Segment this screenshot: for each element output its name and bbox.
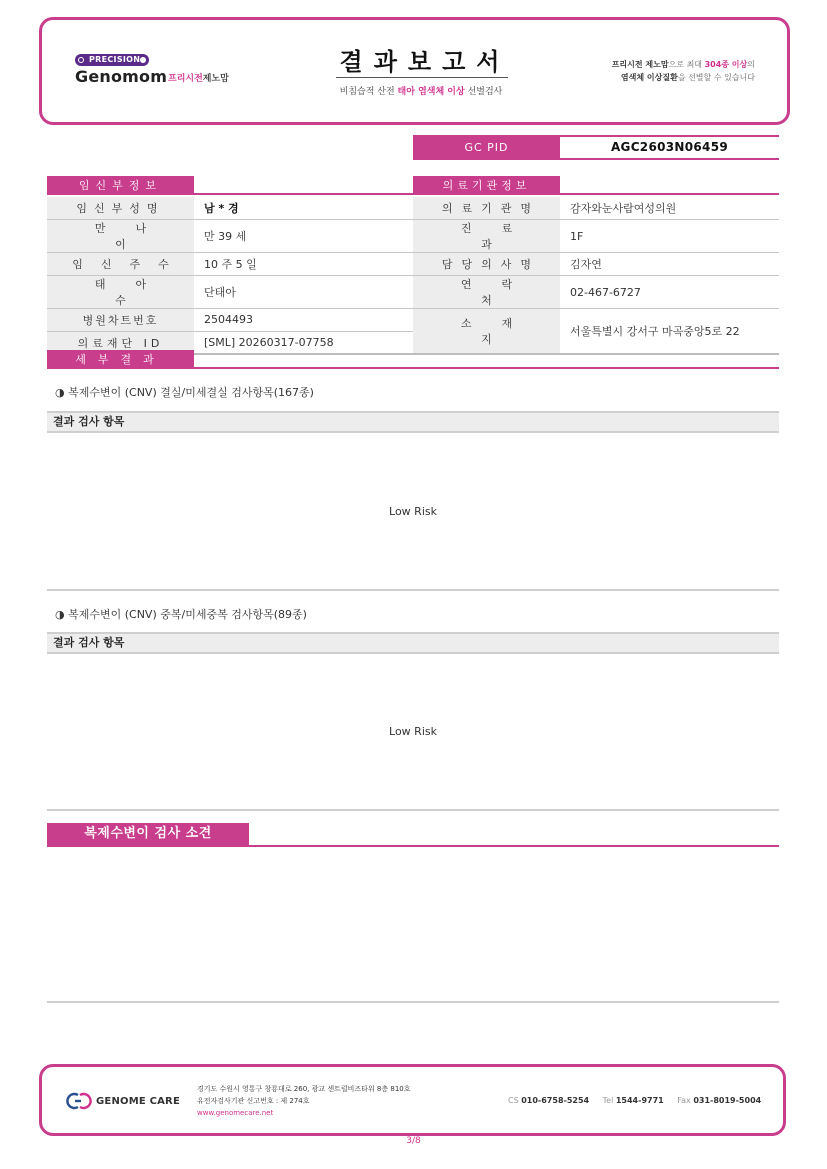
title-divider <box>336 77 508 78</box>
tel-number: 1544-9771 <box>615 1096 664 1105</box>
department-label: 진료과 <box>413 220 560 253</box>
deletion-column-header: 결과 검사 항목 <box>47 411 779 433</box>
deletion-bottom-rule <box>47 589 779 591</box>
fax-label: Fax <box>677 1096 691 1105</box>
patient-section-title: 임신부정보 <box>47 176 194 195</box>
footer-address: 경기도 수원시 영통구 창룡대로 260, 광교 센트럴비즈타워 8층 810호 <box>197 1085 411 1093</box>
institution-name-label: 의료기관명 <box>413 197 560 220</box>
gestational-age-value: 10 주 5 일 <box>194 253 413 276</box>
duplication-result: Low Risk <box>389 725 437 738</box>
tagline-text-2: 의 <box>747 60 755 69</box>
opinion-section-title: 복제수변이 검사 소견 <box>47 823 249 845</box>
age-label: 만나이 <box>47 220 194 253</box>
fax-number: 031-8019-5004 <box>693 1096 762 1105</box>
subtitle-pre: 비침습적 산전 <box>339 87 395 97</box>
tagline-text-1: 으로 최대 <box>668 60 703 69</box>
tagline-text-3: 을 선별할 수 있습니다 <box>677 73 755 82</box>
deletion-result: Low Risk <box>389 505 437 518</box>
institution-name-value: 감자와눈사람여성의원 <box>560 197 779 220</box>
table-row <box>47 253 413 276</box>
location-label: 소재지 <box>413 309 560 355</box>
subtitle-highlight: 태아 염색체 이상 <box>397 87 465 97</box>
institution-section-header <box>413 176 779 195</box>
tagline-disease: 염색체 이상질환 <box>620 73 678 82</box>
cs-label: CS <box>508 1096 519 1105</box>
duplication-column-header: 결과 검사 항목 <box>47 632 779 654</box>
deletion-panel-title: ◑ 복제수변이 (CNV) 결실/미세결실 검사항목(167종) <box>55 386 314 399</box>
opinion-section-header <box>47 823 779 847</box>
fetus-count-label: 태아수 <box>47 276 194 309</box>
page-subtitle <box>316 84 526 97</box>
patient-info-table <box>47 197 413 355</box>
tagline-count: 304종 이상 <box>704 60 748 69</box>
cs-number: 010-6758-5254 <box>521 1096 590 1105</box>
institution-section-title: 의료기관정보 <box>413 176 560 195</box>
institution-info-table <box>413 197 779 355</box>
doctor-name-label: 담당의사명 <box>413 253 560 276</box>
gestational-age-label: 임신주수 <box>47 253 194 276</box>
duplication-panel-title: ◑ 복제수변이 (CNV) 중복/미세중복 검사항목(89종) <box>55 608 307 621</box>
foundation-id-value: [SML] 20260317-07758 <box>194 331 413 354</box>
table-row <box>413 309 779 355</box>
age-value: 만 39 세 <box>194 220 413 253</box>
table-row <box>47 276 413 309</box>
fetus-count-value: 단태아 <box>194 276 413 309</box>
badge-dot-icon <box>140 57 146 63</box>
foundation-id-label: 의료재단 ID <box>47 331 194 354</box>
badge-ring-icon <box>78 57 84 63</box>
brand-subtitle <box>168 71 229 84</box>
badge-label: PRECISION <box>89 55 141 64</box>
brand-sub-dark: 제노맘 <box>202 74 229 84</box>
genome-care-logo-icon <box>66 1092 92 1110</box>
footer-license: 유전자검사기관 신고번호 : 제 274호 <box>197 1097 310 1105</box>
opinion-bottom-rule <box>47 1001 779 1003</box>
gc-pid-row <box>413 135 779 160</box>
contact-value: 02-467-6727 <box>560 276 779 309</box>
chart-number-label: 병원차트번호 <box>47 309 194 332</box>
patient-name-value: 남 * 경 <box>194 197 413 220</box>
tel-label: Tel <box>602 1096 614 1105</box>
patient-name-label: 임신부성명 <box>47 197 194 220</box>
table-row <box>47 309 413 332</box>
details-section-title: 세부결과 <box>47 350 194 369</box>
doctor-name-value: 김자연 <box>560 253 779 276</box>
company-name: GENOME CARE <box>96 1095 180 1107</box>
duplication-bottom-rule <box>47 809 779 811</box>
table-row <box>47 197 413 220</box>
contact-label: 연락처 <box>413 276 560 309</box>
page-title: 결과보고서 <box>339 47 511 76</box>
chart-number-value: 2504493 <box>194 309 413 332</box>
footer-contacts <box>508 1096 761 1105</box>
table-row <box>413 276 779 309</box>
footer-address-block <box>197 1083 411 1119</box>
tagline <box>535 58 755 84</box>
location-value: 서울특별시 강서구 마곡중앙5로 22 <box>560 309 779 355</box>
department-value: 1F <box>560 220 779 253</box>
patient-section-header <box>47 176 413 195</box>
details-section-header <box>47 350 779 369</box>
gc-pid-label: GC PID <box>413 137 560 158</box>
footer-website-link[interactable]: www.genomecare.net <box>197 1109 274 1117</box>
table-row <box>413 220 779 253</box>
genome-care-logo <box>66 1092 180 1110</box>
subtitle-post: 선별검사 <box>467 87 503 97</box>
gc-pid-value: AGC2603N06459 <box>610 140 729 154</box>
brand-logo: Genomom <box>75 67 168 86</box>
precision-badge <box>75 54 149 66</box>
table-row <box>413 197 779 220</box>
table-row <box>47 220 413 253</box>
table-row <box>413 253 779 276</box>
page-number: 3/8 <box>406 1136 421 1146</box>
tagline-brand: 프리시전 제노맘 <box>611 60 669 69</box>
brand-sub-pink: 프리시전 <box>168 74 203 84</box>
